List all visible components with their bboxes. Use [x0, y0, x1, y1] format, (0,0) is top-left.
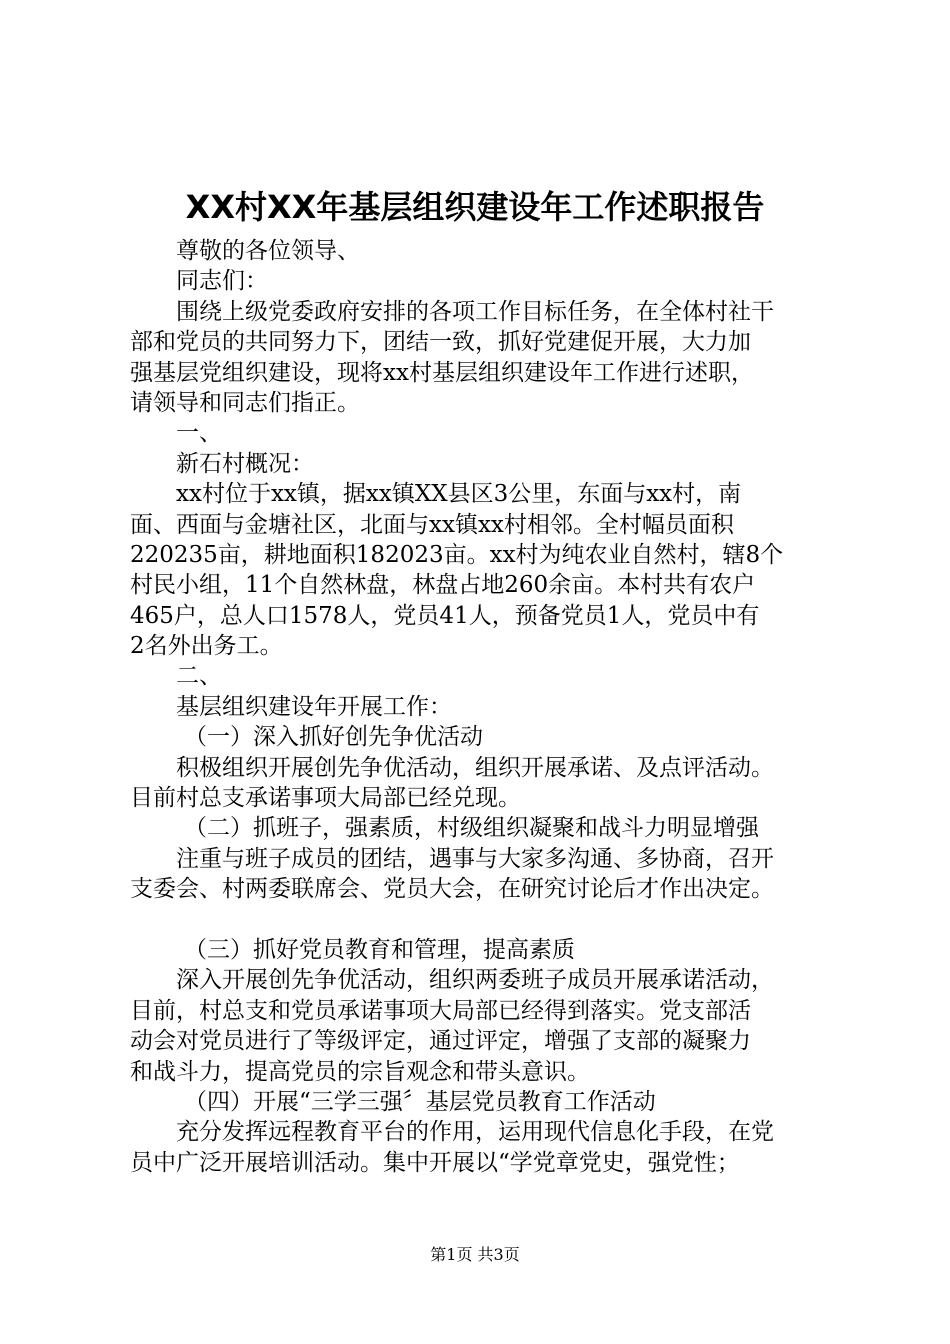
section-heading: 新石村概况：: [176, 450, 314, 477]
paragraph-line: 目前，村总支和党员承诺事项大局部已经得到落实。党支部活: [130, 997, 751, 1024]
section-number: 二、: [176, 663, 222, 690]
paragraph-line: 部和党员的共同努力下，团结一致，抓好党建促开展，大力加: [130, 329, 751, 356]
page-footer: 第1页 共3页: [430, 1245, 520, 1264]
paragraph-line: 请领导和同志们指正。: [130, 389, 360, 416]
subsection-heading: （三）抓好党员教育和管理，提高素质: [184, 936, 575, 963]
paragraph-line: 2名外出务工。: [130, 633, 283, 660]
paragraph-line: 深入开展创先争优活动，组织两委班子成员开展承诺活动，: [176, 967, 774, 994]
paragraph-line: 充分发挥远程教育平台的作用，运用现代信息化手段，在党: [176, 1119, 774, 1146]
subsection-heading: （二）抓班子，强素质，村级组织凝聚和战斗力明显增强: [184, 815, 759, 842]
paragraph-line: 动会对党员进行了等级评定，通过评定，增强了支部的凝聚力: [130, 1028, 751, 1055]
paragraph-line: 支委会、村两委联席会、党员大会，在研究讨论后才作出决定。: [130, 876, 774, 903]
paragraph-line: 村民小组，11个自然林盘，林盘占地260余亩。本村共有农户: [130, 572, 756, 599]
paragraph-line: 注重与班子成员的团结，遇事与大家多沟通、多协商，召开: [176, 845, 774, 872]
blank-line: [130, 905, 842, 935]
paragraph-line: 围绕上级党委政府安排的各项工作目标任务，在全体村社干: [176, 298, 774, 325]
paragraph-line: 积极组织开展创先争优活动，组织开展承诺、及点评活动。: [176, 754, 774, 781]
paragraph-line: xx村位于xx镇，据xx镇XX县区3公里，东面与xx村，南: [176, 481, 742, 508]
document-body: [130, 236, 842, 1178]
paragraph-line: 465户，总人口1578人，党员41人，预备党员1人，党员中有: [130, 602, 760, 629]
subsection-heading: （一）深入抓好创先争优活动: [184, 724, 483, 751]
paragraph-line: 面、西面与金塘社区，北面与xx镇xx村相邻。全村幅员面积: [130, 511, 734, 538]
salutation-line: 同志们：: [176, 268, 268, 295]
paragraph-line: 员中广泛开展培训活动。集中开展以“学党章党史，强党性；: [130, 1149, 740, 1176]
paragraph-line: 和战斗力，提高党员的宗旨观念和带头意识。: [130, 1058, 590, 1085]
subsection-heading: （四）开展“三学三强〞基层党员教育工作活动: [184, 1088, 656, 1115]
section-number: 一、: [176, 420, 222, 447]
paragraph-line: 强基层党组织建设，现将xx村基层组织建设年工作进行述职，: [130, 359, 754, 386]
paragraph-line: 目前村总支承诺事项大局部已经兑现。: [130, 785, 521, 812]
salutation-line: 尊敬的各位领导、: [176, 238, 360, 264]
paragraph-line: 220235亩，耕地面积182023亩。xx村为纯农业自然村，辖8个: [130, 541, 784, 568]
document-title: XX村XX年基层组织建设年工作述职报告: [185, 188, 765, 226]
section-heading: 基层组织建设年开展工作：: [176, 693, 452, 720]
